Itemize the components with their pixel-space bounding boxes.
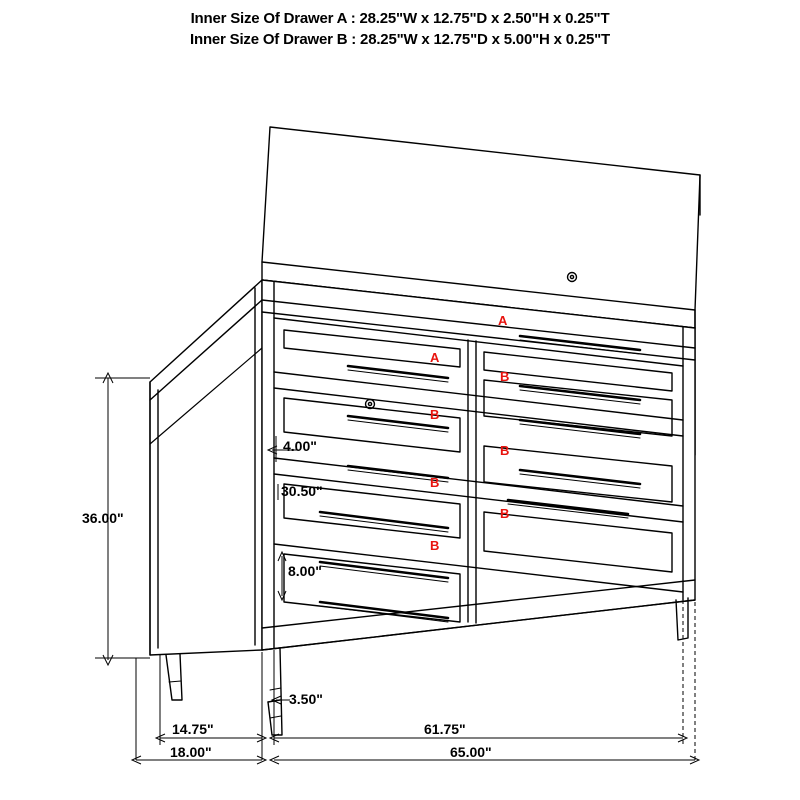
drawer-a-spec: Inner Size Of Drawer A : 28.25"W x 12.75"D x 2.50"H x 0.25"T <box>190 10 610 27</box>
dim-drawer-row: 8.00" <box>288 563 322 579</box>
dim-front-width-inner: 61.75" <box>424 721 466 737</box>
drawer-label-a-left: A <box>430 350 440 365</box>
drawer-label-b3: B <box>430 538 440 553</box>
dim-top-band: 4.00" <box>283 438 317 454</box>
drawer-b-spec: Inner Size Of Drawer B : 28.25"W x 12.75"D x 5.00"H x 0.25"T <box>190 31 610 48</box>
dim-leg-height: 3.50" <box>289 691 323 707</box>
dim-case-height: 30.50" <box>281 483 323 499</box>
drawer-label-b5: B <box>500 443 510 458</box>
dim-side-depth-outer: 18.00" <box>170 744 212 760</box>
drawer-label-b4: B <box>500 369 510 384</box>
dim-overall-height: 36.00" <box>82 510 124 526</box>
drawer-label-a-right: A <box>498 313 508 328</box>
drawer-label-b1: B <box>430 407 440 422</box>
dim-front-width-outer: 65.00" <box>450 744 492 760</box>
drawer-label-b6: B <box>500 506 510 521</box>
drawer-label-b2: B <box>430 475 440 490</box>
dim-side-depth-inner: 14.75" <box>172 721 214 737</box>
